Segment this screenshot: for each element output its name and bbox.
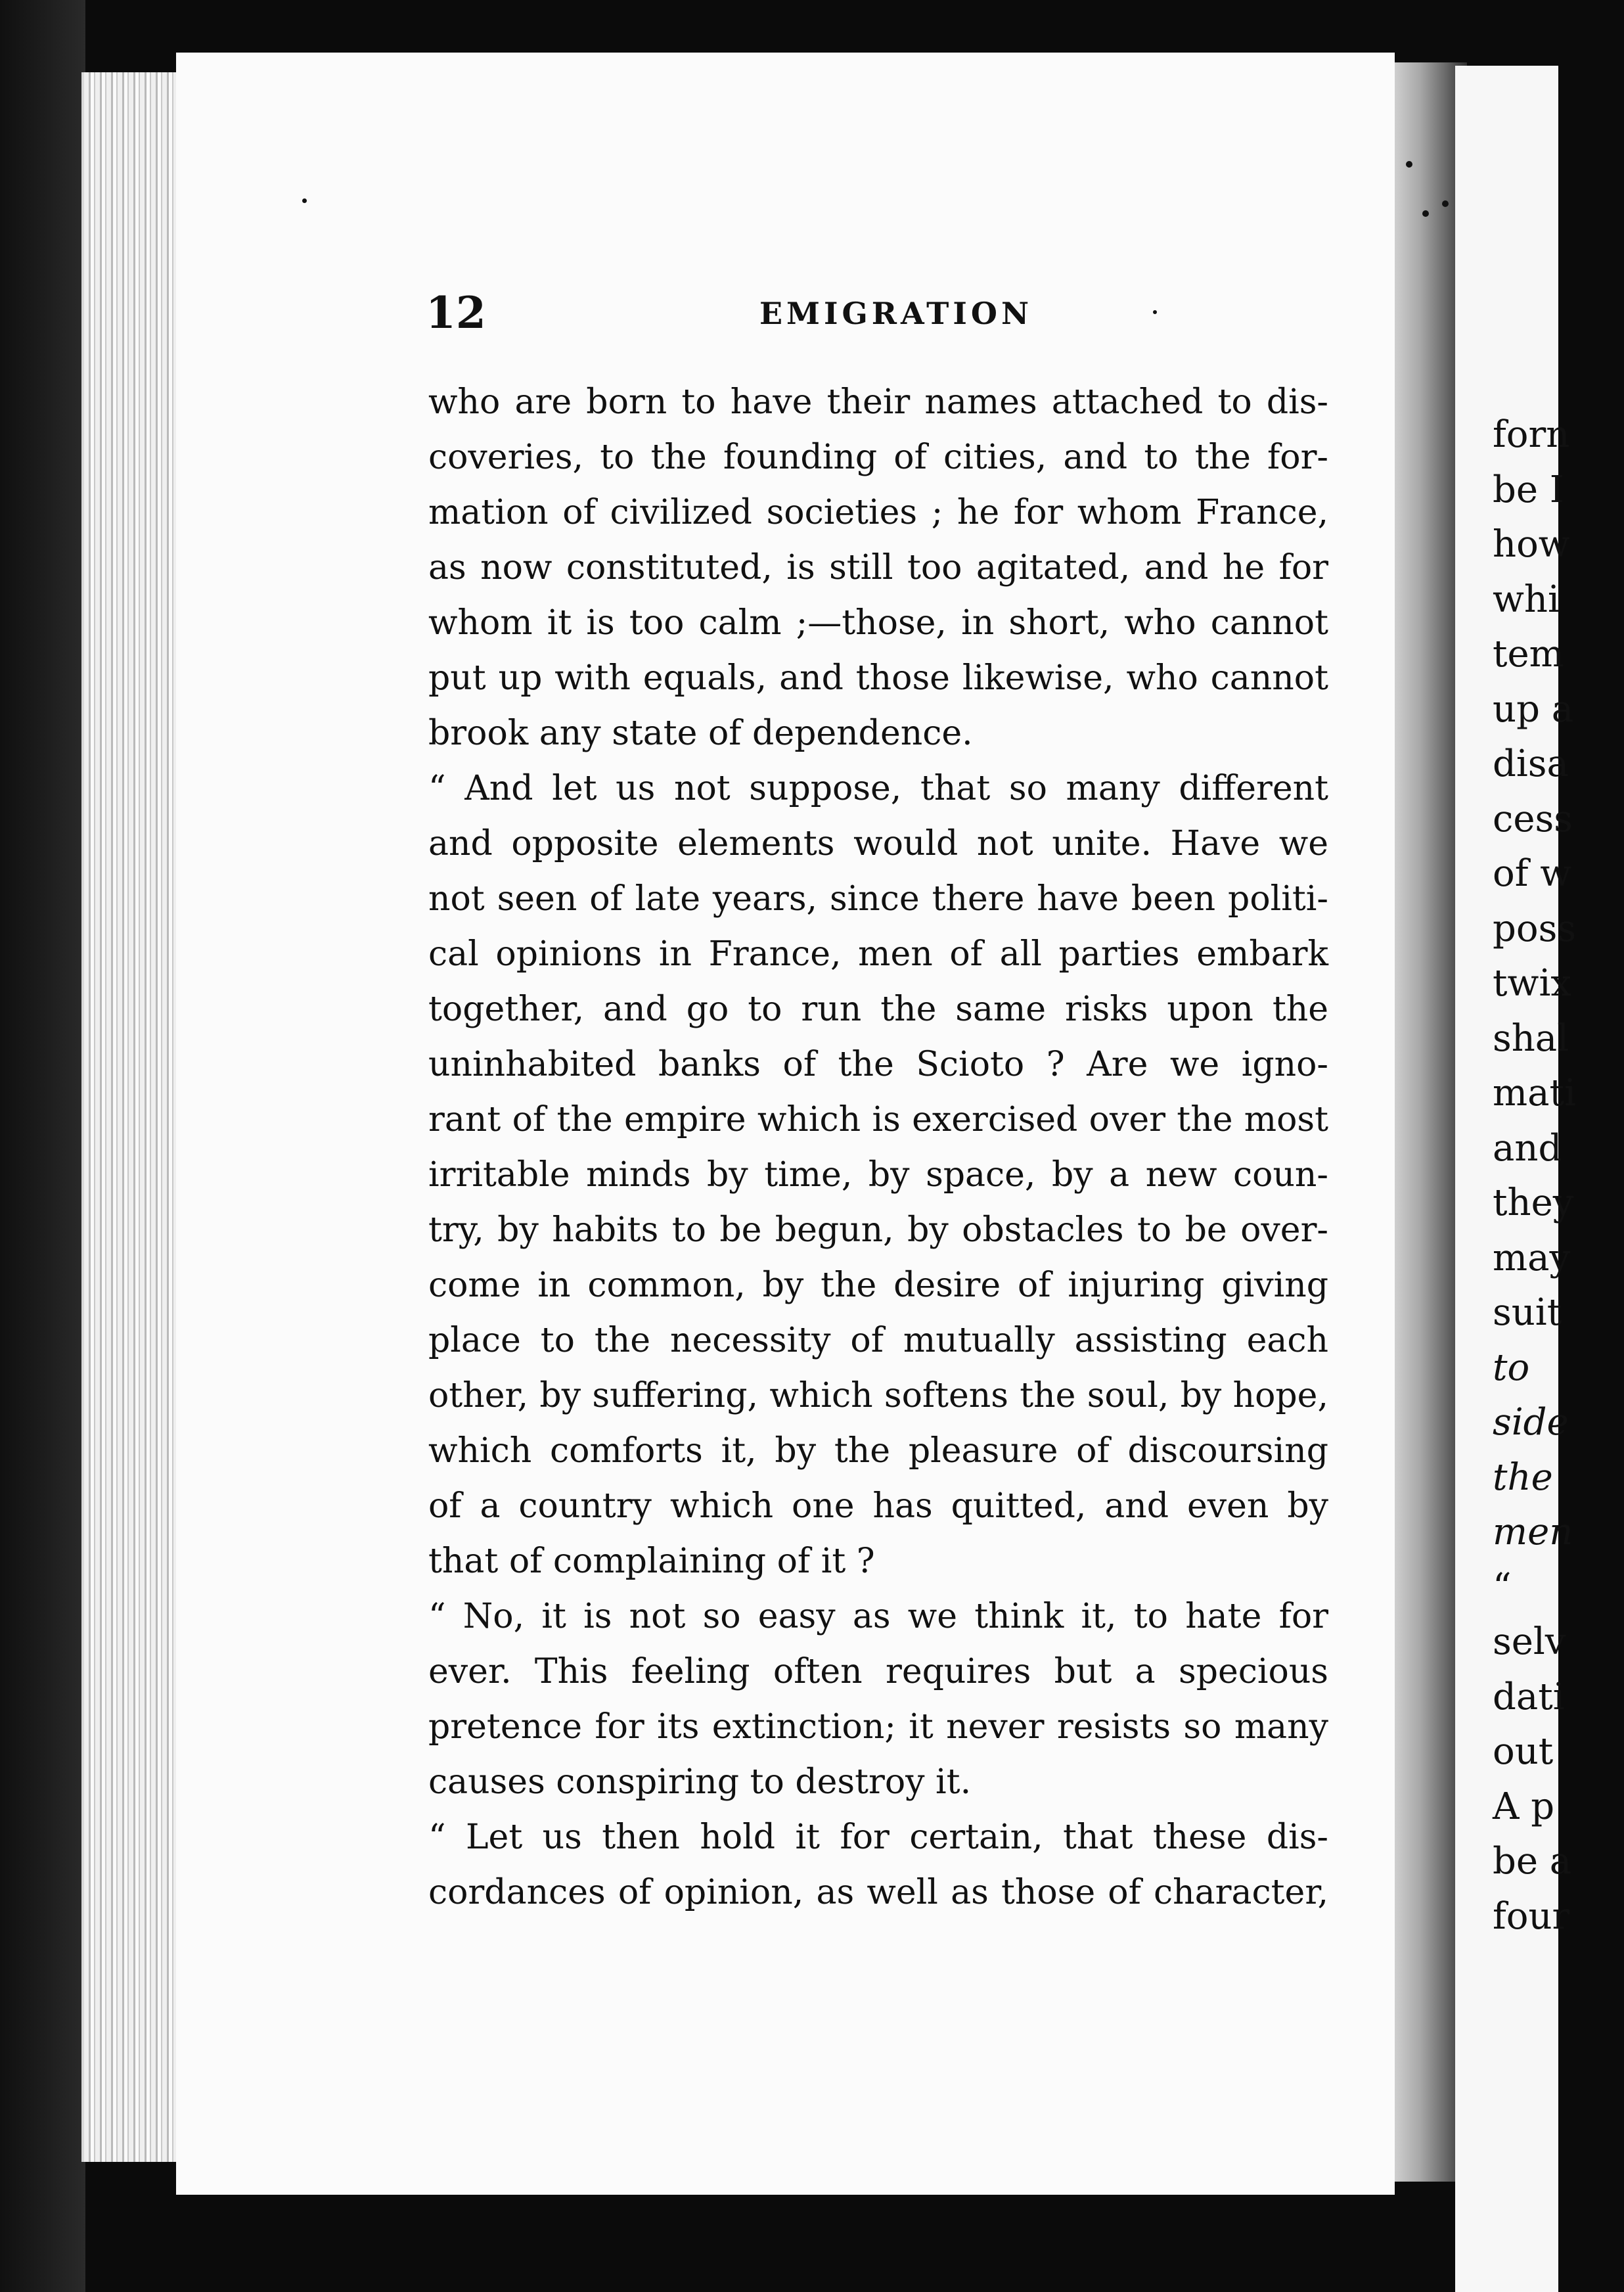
facing-text-fragment: be a [1493, 1840, 1572, 1883]
text-line: pretence for its extinction; it never resists so many [428, 1707, 1328, 1747]
ink-spot [1422, 210, 1429, 217]
facing-text-fragment: the [1493, 1455, 1553, 1499]
text-line: other, by suffering, which softens the soul, by hope, [428, 1376, 1328, 1415]
text-line: who are born to have their names attached to dis- [428, 382, 1328, 422]
facing-text-fragment: out [1493, 1730, 1554, 1773]
facing-text-fragment: to [1493, 1346, 1530, 1389]
text-line: “ Let us then hold it for certain, that these dis- [428, 1818, 1328, 1857]
text-line: not seen of late years, since there have been politi- [428, 879, 1328, 919]
text-line: as now constituted, is still too agitated, and he for [428, 548, 1328, 587]
facing-text-fragment: poss [1493, 907, 1577, 950]
facing-text-fragment: tem [1493, 633, 1564, 676]
facing-text-fragment: be I [1493, 468, 1564, 511]
facing-text-fragment: “ [1493, 1565, 1512, 1609]
text-line: cal opinions in France, men of all parties embark [428, 934, 1328, 974]
text-line: which comforts it, by the pleasure of discoursing [428, 1431, 1328, 1471]
facing-text-fragment: mati [1493, 1072, 1576, 1114]
text-line: ever. This feeling often requires but a specious [428, 1652, 1328, 1691]
facing-text-fragment: men [1493, 1511, 1573, 1553]
scan-background-left [0, 0, 85, 2292]
text-line: of a country which one has quitted, and even by [428, 1486, 1328, 1526]
text-line: causes conspiring to destroy it. [428, 1762, 972, 1802]
text-line: coveries, to the founding of cities, and to the for- [428, 438, 1328, 477]
ink-spot [1406, 161, 1412, 168]
text-line: and opposite elements would not unite. Have we [428, 824, 1328, 863]
facing-text-fragment: disa [1493, 743, 1569, 785]
text-line: try, by habits to be begun, by obstacles to be over- [428, 1210, 1328, 1250]
text-line: together, and go to run the same risks upon the [428, 990, 1328, 1029]
text-line: “ No, it is not so easy as we think it, to hate for [428, 1597, 1328, 1636]
text-line: put up with equals, and those likewise, who cannot [428, 658, 1328, 698]
ink-spot [1442, 200, 1449, 207]
text-line: irritable minds by time, by space, by a new coun- [428, 1155, 1328, 1195]
facing-text-fragment: suit [1493, 1291, 1562, 1334]
text-line: brook any state of dependence. [428, 714, 973, 753]
page-edges [81, 72, 183, 2162]
ink-spot [1153, 310, 1157, 314]
page-body-text [428, 375, 1328, 1920]
facing-text-fragment: A p [1493, 1785, 1555, 1828]
facing-text-fragment: four [1493, 1894, 1570, 1938]
text-line: come in common, by the desire of injuring giving [428, 1266, 1328, 1305]
facing-text-fragment: selv [1493, 1620, 1566, 1663]
text-line: place to the necessity of mutually assisting each [428, 1321, 1328, 1360]
facing-text-fragment: and [1493, 1126, 1562, 1170]
facing-text-fragment: how [1493, 523, 1570, 566]
facing-text-fragment: forn [1493, 413, 1570, 456]
text-line: whom it is too calm ;—those, in short, who cannot [428, 603, 1328, 643]
facing-text-fragment: twix [1493, 962, 1571, 1005]
text-line: “ And let us not suppose, that so many different [428, 769, 1328, 808]
running-head: EMIGRATION [759, 296, 1033, 331]
text-line: rant of the empire which is exercised over the most [428, 1100, 1328, 1139]
facing-text-fragment: cess [1493, 797, 1573, 840]
text-line: cordances of opinion, as well as those of character, [428, 1873, 1328, 1912]
text-line: uninhabited banks of the Scioto ? Are we igno- [428, 1045, 1328, 1084]
page-header [426, 286, 1327, 339]
facing-text-fragment: dati [1493, 1675, 1565, 1718]
text-line: mation of civilized societies ; he for whom France, [428, 493, 1328, 532]
facing-text-fragment: side [1493, 1401, 1569, 1444]
text-line: that of complaining of it ? [428, 1542, 875, 1581]
facing-text-fragment: of w [1493, 852, 1572, 895]
page-number: 12 [426, 287, 486, 338]
facing-text-fragment: whi [1493, 578, 1560, 621]
facing-text-fragment: shal [1493, 1017, 1569, 1060]
facing-page [1455, 66, 1577, 2292]
facing-text-fragment: up a [1493, 687, 1574, 731]
facing-text-fragment: they [1493, 1181, 1574, 1224]
ink-spot [302, 198, 307, 203]
facing-text-fragment: may [1493, 1236, 1571, 1279]
